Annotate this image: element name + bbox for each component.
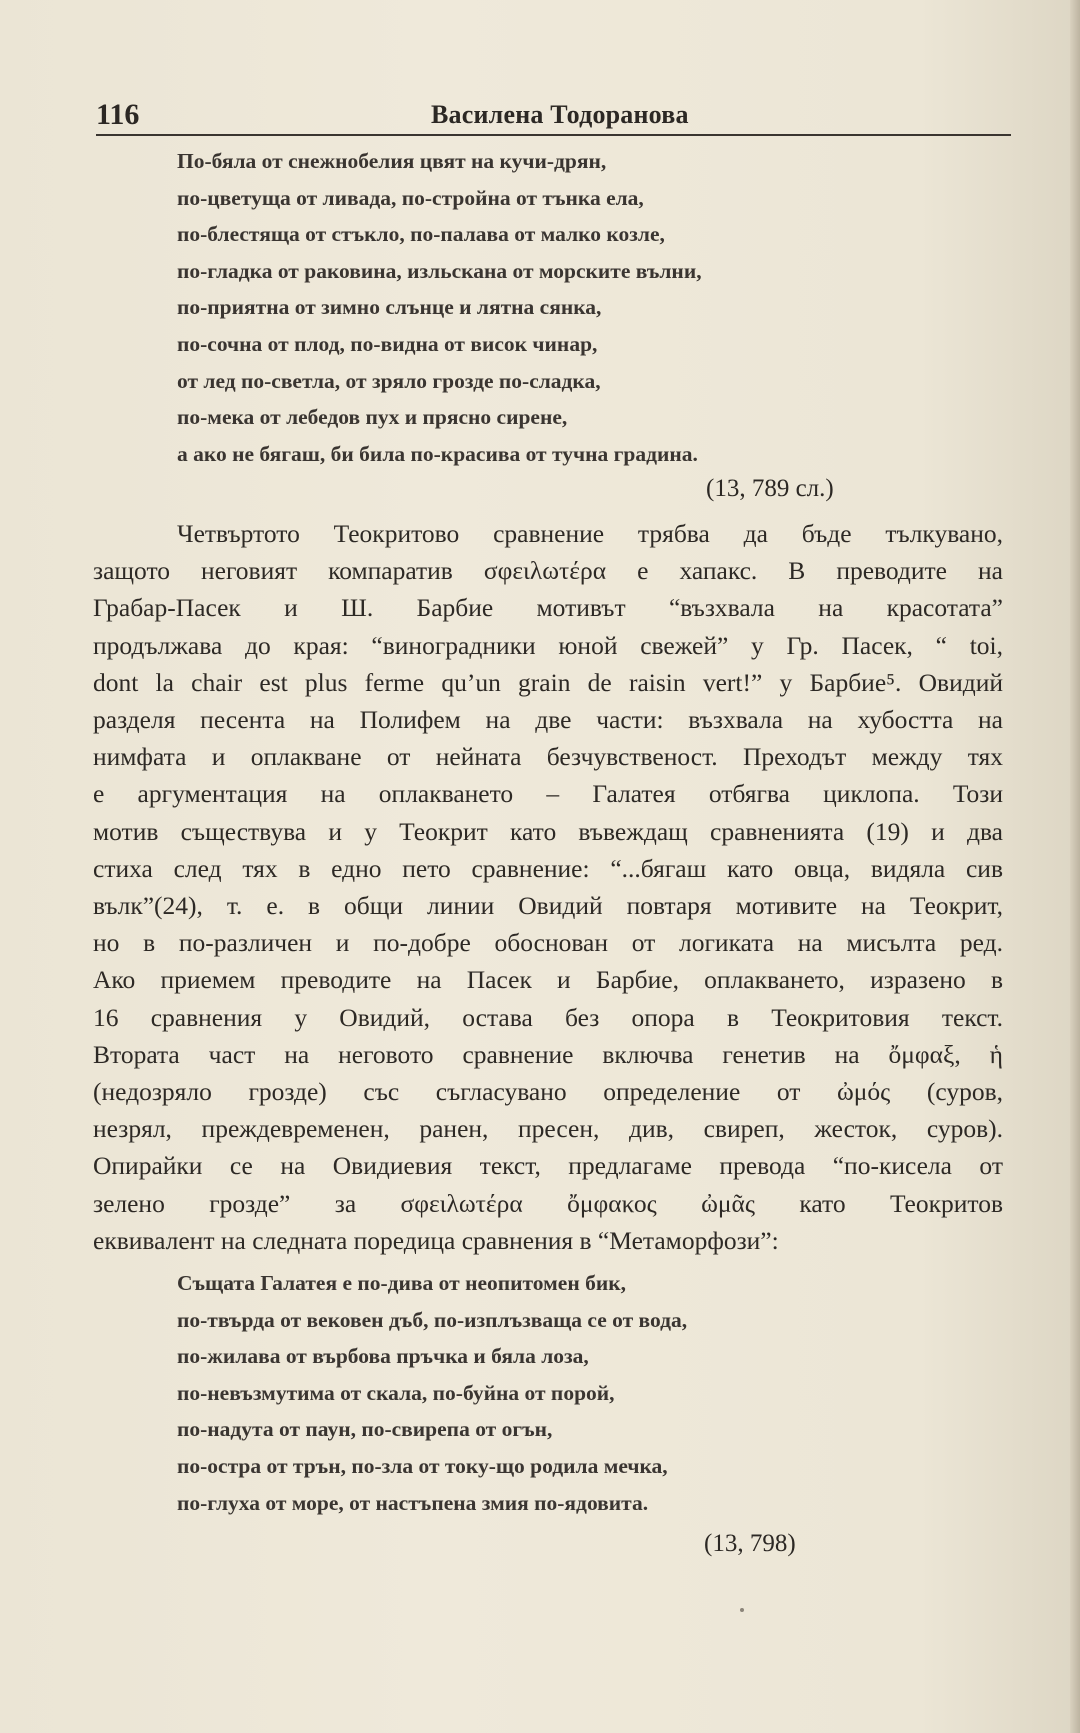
running-head-author: Василена Тодоранова bbox=[431, 100, 689, 129]
verse-line: по-приятна от зимно слънце и лятна сянка, bbox=[177, 295, 602, 320]
verse-reference-1: (13, 789 сл.) bbox=[706, 475, 834, 502]
paragraph-line: вълк”(24), т. е. в общи линии Овидий повтаря мотивите на Теокрит, bbox=[93, 891, 1003, 921]
verse-line: по-надута от паун, по-свирепа от огън, bbox=[177, 1417, 553, 1442]
page-edge-shadow bbox=[1070, 0, 1080, 1733]
body-paragraph bbox=[93, 515, 1003, 1259]
paragraph-line: зелено грозде” за σφειλωτέρα ὄμφακος ὠμᾶς като Теокритов bbox=[93, 1188, 1003, 1218]
paragraph-line: (недозряло грозде) със съгласувано определение от ὠμός (суров, bbox=[93, 1077, 1003, 1107]
verse-line: по-твърда от вековен дъб, по-изплъзваща се от вода, bbox=[177, 1307, 688, 1332]
paragraph-line: незрял, преждевременен, ранен, пресен, див, свиреп, жесток, суров). bbox=[93, 1114, 1003, 1144]
paper-speck bbox=[740, 1608, 744, 1612]
paragraph-line: продължава до края: “виноградники юной свежей” у Гр. Пасек, “ toi, bbox=[93, 630, 1003, 660]
paragraph-line: dont la chair est plus ferme qu’un grain de raisin vert!” у Барбие⁵. Овидий bbox=[93, 667, 1003, 697]
verse-line: по-блестяща от стъкло, по-палава от малко козле, bbox=[177, 222, 665, 247]
paragraph-line: защото неговият компаратив σφειλωτέρα е хапакс. В преводите на bbox=[93, 556, 1003, 586]
verse-line: Същата Галатея е по-дива от неопитомен бик, bbox=[177, 1271, 626, 1295]
page-number: 116 bbox=[96, 98, 140, 131]
verse-line: по-цветуща от ливада, по-стройна от тънка ела, bbox=[177, 185, 644, 210]
verse-quote-1 bbox=[177, 143, 702, 472]
verse-line: а ако не бягаш, би била по-красива от тучна градина. bbox=[177, 441, 698, 466]
verse-line: от лед по-светла, от зряло грозде по-сладка, bbox=[177, 368, 601, 393]
verse-line: по-сочна от плод, по-видна от висок чинар, bbox=[177, 331, 598, 356]
paragraph-line: Втората част на неговото сравнение включва генетив на ὄμφαξ, ἡ bbox=[93, 1039, 1003, 1069]
paragraph-line: еквивалент на следната поредица сравнения в “Метаморфози”: bbox=[93, 1225, 779, 1255]
page-header bbox=[96, 86, 1011, 136]
paragraph-line: но в по-различен и по-добре обоснован от логиката на мисълта ред. bbox=[93, 928, 1003, 958]
verse-line: По-бяла от снежнобелия цвят на кучи-дрян, bbox=[177, 149, 607, 173]
paragraph-line: мотив съществува и у Теокрит като въвеждащ сравненията (19) и два bbox=[93, 816, 1003, 846]
paragraph-line: разделя песента на Полифем на две части: възхвала на хубостта на bbox=[93, 705, 1003, 735]
verse-line: по-жилава от върбова пръчка и бяла лоза, bbox=[177, 1344, 589, 1369]
verse-reference-2: (13, 798) bbox=[704, 1530, 796, 1557]
verse-quote-2 bbox=[177, 1265, 687, 1521]
paragraph-line: Грабар-Пасек и Ш. Барбие мотивът “възхвала на красотата” bbox=[93, 593, 1003, 623]
verse-line: по-остра от трън, по-зла от току-що родила мечка, bbox=[177, 1453, 668, 1478]
paragraph-line: стиха след тях в едно пето сравнение: “...бягаш като овца, видяла сив bbox=[93, 853, 1003, 883]
verse-line: по-мека от лебедов пух и прясно сирене, bbox=[177, 405, 568, 430]
paragraph-line: Четвъртото Теокритово сравнение трябва да бъде тълкувано, bbox=[177, 519, 1003, 548]
paragraph-line: Опирайки се на Овидиевия текст, предлагаме превода “по-кисела от bbox=[93, 1151, 1003, 1181]
verse-line: по-глуха от море, от настъпена змия по-ядовита. bbox=[177, 1490, 649, 1515]
verse-line: по-невъзмутима от скала, по-буйна от порой, bbox=[177, 1380, 615, 1405]
paragraph-line: 16 сравнения у Овидий, остава без опора в Теокритовия текст. bbox=[93, 1002, 1003, 1032]
paragraph-line: Ако приемем преводите на Пасек и Барбие, оплакването, изразено в bbox=[93, 965, 1003, 995]
paragraph-line: нимфата и оплакване от нейната безчувственост. Преходът между тях bbox=[93, 742, 1003, 772]
verse-line: по-гладка от раковина, изльскана от морските вълни, bbox=[177, 258, 702, 283]
paragraph-line: е аргументация на оплакването – Галатея отбягва циклопа. Този bbox=[93, 779, 1003, 809]
